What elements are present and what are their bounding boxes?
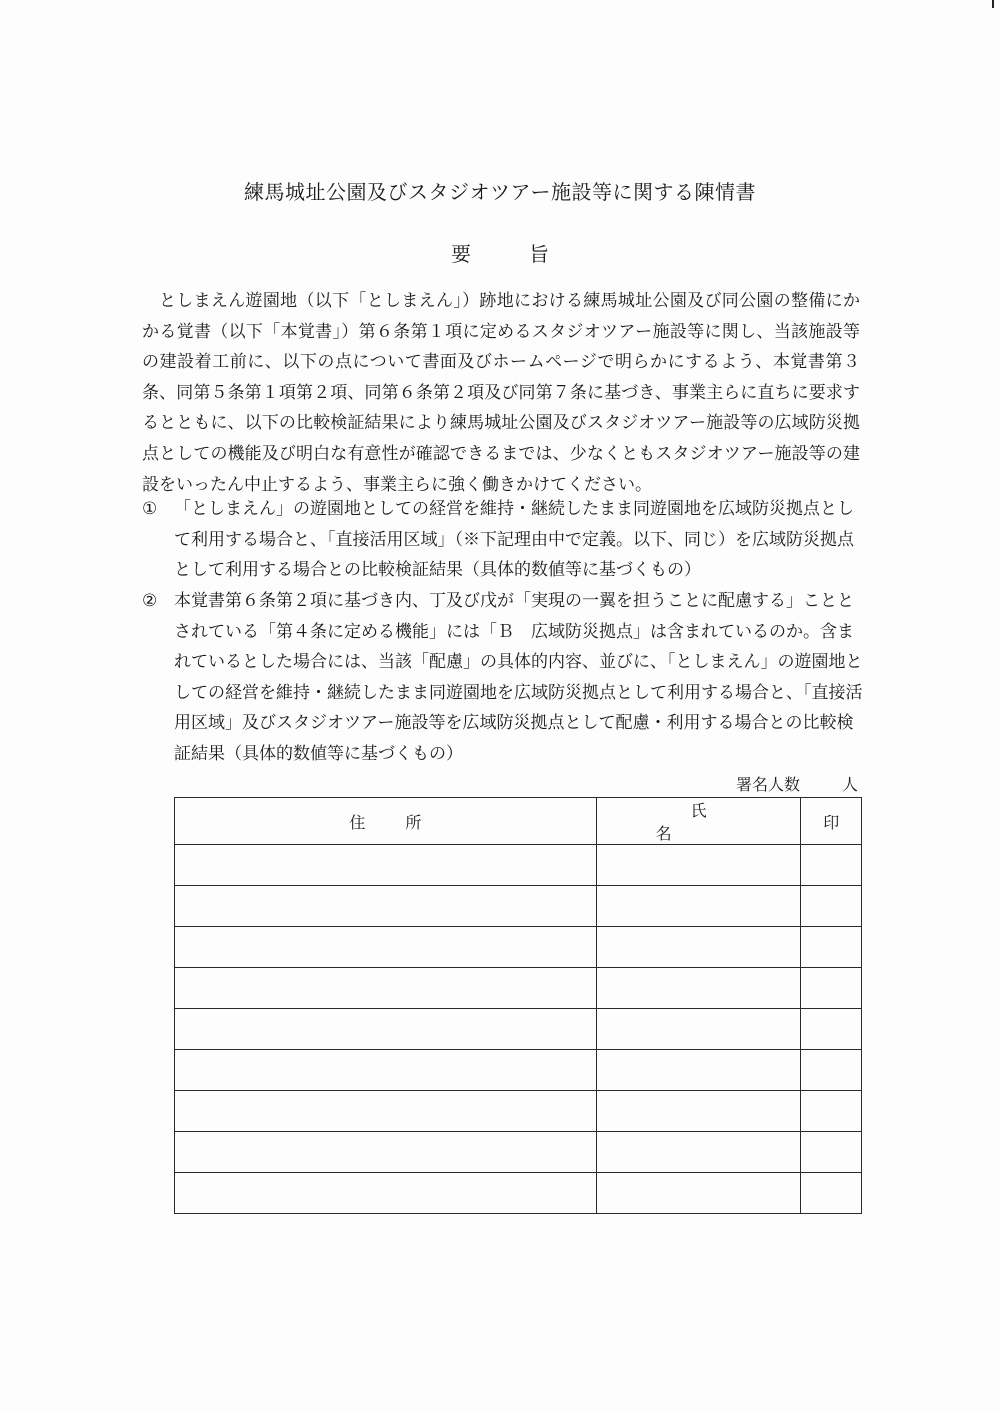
address-cell xyxy=(175,1091,597,1132)
address-cell xyxy=(175,968,597,1009)
address-cell xyxy=(175,1173,597,1214)
table-row xyxy=(175,886,862,927)
signature-table xyxy=(174,797,862,1214)
name-cell xyxy=(596,1009,801,1050)
name-cell xyxy=(596,1091,801,1132)
name-cell xyxy=(596,1132,801,1173)
name-cell xyxy=(596,1173,801,1214)
seal-cell xyxy=(801,1132,862,1173)
scan-mark xyxy=(992,0,994,8)
address-cell xyxy=(175,1009,597,1050)
table-row xyxy=(175,1091,862,1132)
table-row xyxy=(175,1132,862,1173)
seal-cell xyxy=(801,1009,862,1050)
seal-cell xyxy=(801,1050,862,1091)
document-title: 練馬城址公園及びスタジオツアー施設等に関する陳情書 xyxy=(244,180,756,204)
item-text: 「としまえん」の遊園地としての経営を維持・継続したまま同遊園地を広域防災拠点として利用する場合と、「直接活用区域」（※下記理由中で定義。以下、同じ）を広域防災拠点として利用する場合との比較検証結果（具体的数値等に基づくもの） xyxy=(174,499,854,581)
intro-paragraph: としまえん遊園地（以下「としまえん」）跡地における練馬城址公園及び同公園の整備にかかる覚書（以下「本覚書」）第６条第１項に定めるスタジオツアー施設等に関し、当該施設等の建設着工前に、以下の点について書面及びホームページで明らかにするよう、本覚書第３条、同第５条第１項第２項、同第６条第２項及び同第７条に基づき、事業主らに直ちに要求するとともに、以下の比較検証結果により練馬城址公園及びスタジオツアー施設等の広域防災拠点としての機能及び明白な有意性が確認できるまでは、少なくともスタジオツアー施設等の建設をいったん中止するよう、事業主らに強く働きかけてください。 xyxy=(142,291,860,495)
name-cell xyxy=(596,1050,801,1091)
list-item xyxy=(142,494,864,586)
name-header: 氏名 xyxy=(596,798,801,845)
list-item xyxy=(142,586,864,770)
item-marker: ① xyxy=(142,499,158,519)
address-cell xyxy=(175,1132,597,1173)
name-cell xyxy=(596,927,801,968)
address-cell xyxy=(175,886,597,927)
item-marker: ② xyxy=(142,591,158,611)
seal-cell xyxy=(801,927,862,968)
address-cell xyxy=(175,927,597,968)
document-subtitle: 要旨 xyxy=(451,242,607,266)
name-cell xyxy=(596,886,801,927)
address-header: 住所 xyxy=(175,798,597,845)
name-cell xyxy=(596,845,801,886)
address-cell xyxy=(175,845,597,886)
table-header-row xyxy=(175,798,862,845)
seal-cell xyxy=(801,886,862,927)
signature-rows xyxy=(175,845,862,1214)
seal-header: 印 xyxy=(801,798,862,845)
name-cell xyxy=(596,968,801,1009)
item-text: 本覚書第６条第２項に基づき内、丁及び戊が「実現の一翼を担うことに配慮する」こととされている「第４条に定める機能」には「Ｂ 広域防災拠点」は含まれているのか。含まれているとした場合には、当該「配慮」の具体的内容、並びに、「としまえん」の遊園地としての経営を維持・継続したまま同遊園地を広域防災拠点として利用する場合と、「直接活用区域」及びスタジオツアー施設等を広域防災拠点として配慮・利用する場合との比較検証結果（具体的数値等に基づくもの） xyxy=(174,591,863,764)
seal-cell xyxy=(801,968,862,1009)
table-row xyxy=(175,845,862,886)
seal-cell xyxy=(801,1173,862,1214)
table-row xyxy=(175,968,862,1009)
seal-cell xyxy=(801,1091,862,1132)
seal-cell xyxy=(801,845,862,886)
signer-count-unit: 人 xyxy=(841,775,858,794)
address-cell xyxy=(175,1050,597,1091)
table-row xyxy=(175,1009,862,1050)
signer-count xyxy=(736,772,858,795)
table-row xyxy=(175,1173,862,1214)
signer-count-label: 署名人数 xyxy=(735,775,800,794)
table-row xyxy=(175,1050,862,1091)
table-row xyxy=(175,927,862,968)
